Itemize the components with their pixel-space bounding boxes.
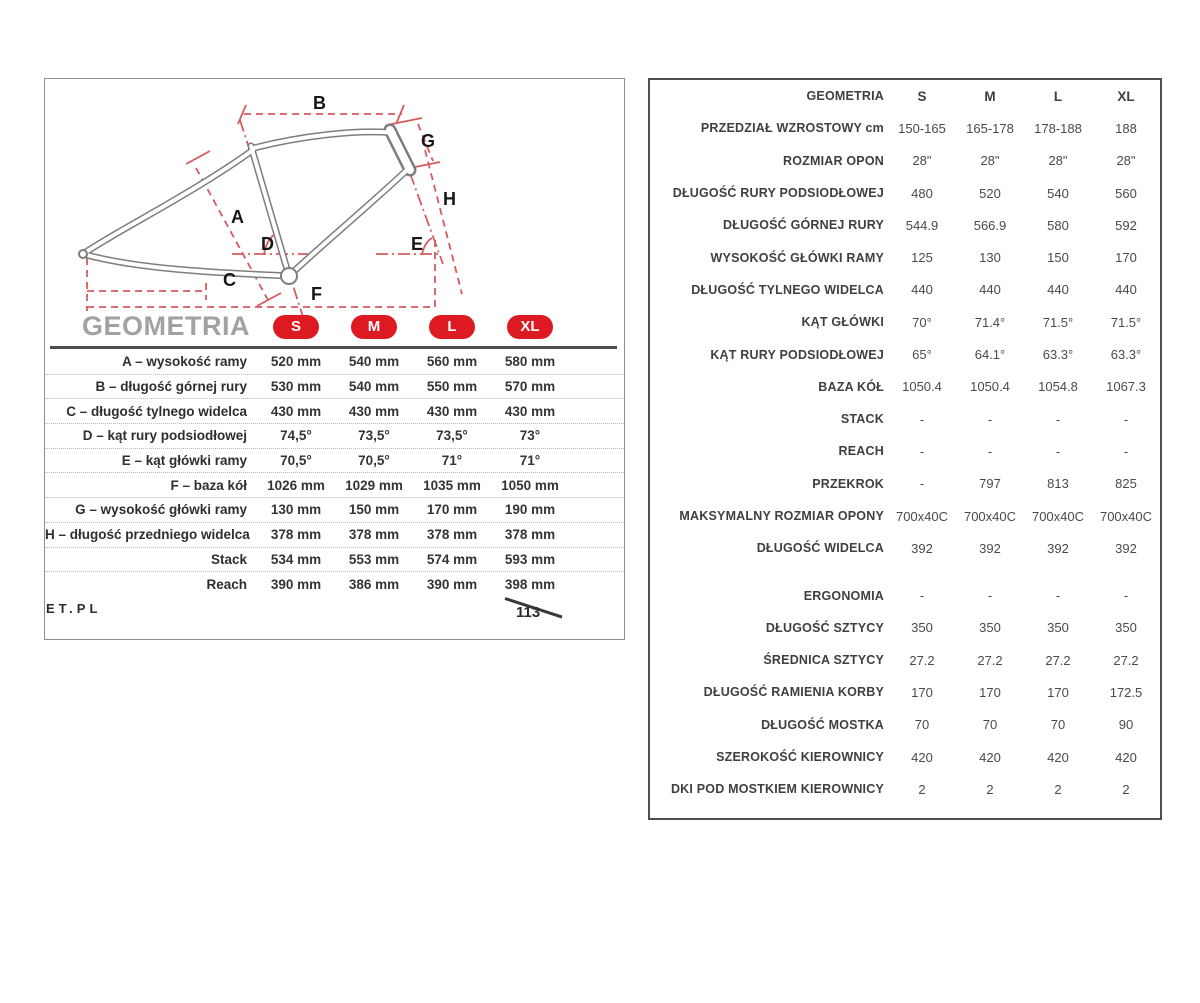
cell-value-l: 550 mm	[426, 379, 478, 395]
cell-value-xl: 825	[1115, 476, 1137, 492]
table-row	[650, 145, 1160, 177]
row-label: DŁUGOŚĆ WIDELCA	[756, 541, 884, 556]
row-label: KĄT GŁÓWKI	[801, 315, 884, 330]
cell-value-l: 700x40C	[1031, 508, 1085, 524]
dim-line-h	[425, 150, 462, 294]
page-number: 113	[516, 604, 541, 621]
cell-value-xl: -	[1123, 443, 1129, 459]
bottom-bracket	[281, 268, 297, 284]
cell-value-s: 2	[918, 781, 926, 797]
row-label: Stack	[210, 551, 247, 567]
cell-value-xl: 420	[1115, 749, 1137, 765]
row-label: B – długość górnej rury	[95, 379, 247, 395]
spec-table-ergonomics	[650, 579, 1160, 805]
cell-value-xl: 1050 mm	[501, 477, 559, 493]
cell-value-xl: 398 mm	[504, 577, 556, 593]
cell-value-xl: 440	[1115, 282, 1137, 298]
cell-value-s: 534 mm	[270, 551, 322, 567]
cell-value-xl: 378 mm	[504, 527, 556, 543]
left-geometry-panel	[44, 78, 625, 640]
angle-arc-e	[422, 238, 432, 254]
cell-value-xl: 700x40C	[1099, 508, 1153, 524]
cell-value-m: 73,5°	[358, 428, 390, 444]
cell-value-s: 130 mm	[270, 502, 322, 518]
cell-value-xl: 172.5	[1109, 684, 1143, 700]
table-row	[650, 306, 1160, 338]
cell-value-s: 70	[914, 717, 930, 733]
cell-value-s: 70,5°	[280, 453, 312, 469]
cell-value-m: 165-178	[966, 120, 1014, 136]
cell-value-xl: -	[1123, 411, 1129, 427]
cell-value-xl: 170	[1115, 250, 1137, 266]
cell-value-m: 28"	[980, 153, 1000, 169]
cell-value-l: 178-188	[1034, 120, 1082, 136]
cell-value-s: 170	[911, 684, 933, 700]
row-label: D – kąt rury podsiodłowej	[82, 428, 247, 444]
cell-value-s: 390 mm	[270, 577, 322, 593]
size-badge-xl: XL	[507, 315, 553, 339]
rear-dropout	[79, 250, 87, 258]
cell-value-m: 520	[979, 185, 1001, 201]
spec-header-m: M	[984, 88, 996, 104]
cell-value-l: 71°	[441, 453, 463, 469]
left-geometry-table	[45, 350, 624, 597]
cell-value-l: 440	[1047, 282, 1069, 298]
cell-value-xl: 2	[1122, 781, 1130, 797]
cell-value-m: 378 mm	[348, 527, 400, 543]
cell-value-xl: 570 mm	[504, 379, 556, 395]
row-label: STACK	[840, 412, 884, 427]
cell-value-s: -	[919, 476, 925, 492]
table-row	[650, 579, 1160, 611]
cell-value-xl: 190 mm	[504, 502, 556, 518]
spec-table-header	[650, 80, 1160, 112]
size-badge-m: M	[351, 315, 397, 339]
cell-value-xl: 392	[1115, 540, 1137, 556]
spec-header-label: GEOMETRIA	[806, 89, 884, 104]
cell-value-l: -	[1055, 443, 1061, 459]
table-row	[650, 741, 1160, 773]
cell-value-l: 813	[1047, 476, 1069, 492]
cell-value-m: 540 mm	[348, 379, 400, 395]
row-label: DŁUGOŚĆ RURY PODSIODŁOWEJ	[672, 186, 884, 201]
cell-value-l: 73,5°	[436, 428, 468, 444]
cell-value-xl: 71.5°	[1110, 314, 1142, 330]
spec-table-main	[650, 112, 1160, 564]
cell-value-l: 71.5°	[1042, 314, 1074, 330]
cell-value-l: 70	[1050, 717, 1066, 733]
table-row	[650, 532, 1160, 564]
size-badge-l: L	[429, 315, 475, 339]
cell-value-m: -	[987, 588, 993, 604]
cell-value-l: 2	[1054, 781, 1062, 797]
table-row	[45, 424, 624, 449]
table-row	[650, 612, 1160, 644]
frame-inner	[83, 132, 408, 276]
dim-tick	[186, 151, 210, 164]
cell-value-m: 170	[979, 684, 1001, 700]
cell-value-l: 27.2	[1045, 652, 1071, 668]
row-label: Reach	[206, 577, 247, 593]
cell-value-l: 28"	[1048, 153, 1068, 169]
table-row	[45, 473, 624, 498]
row-label: ŚREDNICA SZTYCY	[763, 653, 884, 668]
cell-value-l: 170	[1047, 684, 1069, 700]
row-label: DKI POD MOSTKIEM KIEROWNICY	[670, 782, 884, 797]
cell-value-l: 580	[1047, 217, 1069, 233]
cell-value-m: 2	[986, 781, 994, 797]
cell-value-m: 797	[979, 476, 1001, 492]
row-label: ERGONOMIA	[803, 588, 884, 603]
cell-value-s: 520 mm	[270, 354, 322, 370]
footer-site-text: ET.PL	[46, 601, 102, 616]
cell-value-s: 378 mm	[270, 527, 322, 543]
cell-value-m: 440	[979, 282, 1001, 298]
cell-value-xl: 350	[1115, 620, 1137, 636]
table-row	[45, 572, 624, 597]
cell-value-l: -	[1055, 411, 1061, 427]
table-row	[650, 403, 1160, 435]
row-label: DŁUGOŚĆ SZTYCY	[765, 620, 884, 635]
cell-value-s: 27.2	[909, 652, 935, 668]
cell-value-s: 70°	[912, 314, 932, 330]
row-label: E – kąt główki ramy	[121, 453, 247, 469]
row-label: F – baza kół	[170, 477, 247, 493]
cell-value-xl: 71°	[519, 453, 541, 469]
cell-value-s: 530 mm	[270, 379, 322, 395]
table-row	[650, 338, 1160, 370]
cell-value-m: 1029 mm	[345, 477, 403, 493]
cell-value-xl: 592	[1115, 217, 1137, 233]
cell-value-xl: 580 mm	[504, 354, 556, 370]
cell-value-xl: 1067.3	[1106, 379, 1146, 395]
row-label: REACH	[838, 444, 884, 459]
cell-value-s: 700x40C	[895, 508, 949, 524]
cell-value-s: 65°	[912, 347, 932, 363]
cell-value-xl: 28"	[1116, 153, 1136, 169]
cell-value-l: -	[1055, 588, 1061, 604]
cell-value-l: 392	[1047, 540, 1069, 556]
table-row	[650, 435, 1160, 467]
cell-value-m: 700x40C	[963, 508, 1017, 524]
cell-value-xl: 593 mm	[504, 551, 556, 567]
diagram-label-g: G	[421, 131, 436, 151]
section-gap	[650, 564, 1160, 579]
diagram-label-c: C	[223, 270, 236, 290]
dim-tick	[257, 293, 281, 306]
cell-value-l: 574 mm	[426, 551, 478, 567]
cell-value-l: 350	[1047, 620, 1069, 636]
cell-value-xl: 73°	[519, 428, 541, 444]
table-row	[650, 676, 1160, 708]
cell-value-s: 74,5°	[280, 428, 312, 444]
row-label: H – długość przedniego widelca	[45, 527, 250, 543]
row-label: DŁUGOŚĆ TYLNEGO WIDELCA	[691, 282, 884, 297]
cell-value-s: 420	[911, 749, 933, 765]
table-row	[650, 468, 1160, 500]
cell-value-m: 566.9	[973, 217, 1007, 233]
table-row	[45, 449, 624, 474]
table-row	[45, 375, 624, 400]
cell-value-m: 386 mm	[348, 577, 400, 593]
table-row	[650, 644, 1160, 676]
row-label: PRZEDZIAŁ WZROSTOWY cm	[700, 121, 884, 136]
cell-value-s: 125	[911, 250, 933, 266]
right-spec-panel	[648, 78, 1162, 820]
table-row	[45, 350, 624, 375]
cell-value-l: 63.3°	[1042, 347, 1074, 363]
cell-value-m: 392	[979, 540, 1001, 556]
cell-value-s: 1050.4	[902, 379, 942, 395]
cell-value-s: 544.9	[905, 217, 939, 233]
row-label: ROZMIAR OPON	[782, 153, 884, 168]
cell-value-m: 1050.4	[970, 379, 1010, 395]
cell-value-xl: 27.2	[1113, 652, 1139, 668]
table-row	[650, 274, 1160, 306]
cell-value-m: -	[987, 443, 993, 459]
row-label: G – wysokość główki ramy	[75, 502, 247, 518]
diagram-label-e: E	[411, 234, 424, 254]
row-label: SZEROKOŚĆ KIEROWNICY	[716, 750, 884, 765]
spec-header-s: S	[917, 88, 927, 104]
cell-value-s: 1026 mm	[267, 477, 325, 493]
cell-value-l: 420	[1047, 749, 1069, 765]
cell-value-m: 430 mm	[348, 403, 400, 419]
cell-value-l: 150	[1047, 250, 1069, 266]
cell-value-m: 27.2	[977, 652, 1003, 668]
cell-value-s: 440	[911, 282, 933, 298]
row-label: A – wysokość ramy	[122, 354, 247, 370]
cell-value-s: 392	[911, 540, 933, 556]
row-label: DŁUGOŚĆ MOSTKA	[761, 717, 884, 732]
cell-value-l: 378 mm	[426, 527, 478, 543]
cell-value-l: 540	[1047, 185, 1069, 201]
row-label: DŁUGOŚĆ GÓRNEJ RURY	[723, 218, 884, 233]
table-row	[650, 241, 1160, 273]
cell-value-xl: -	[1123, 588, 1129, 604]
cell-value-m: 150 mm	[348, 502, 400, 518]
row-label: C – długość tylnego widelca	[66, 403, 247, 419]
diagram-label-d: D	[261, 234, 274, 254]
cell-value-m: 70,5°	[358, 453, 390, 469]
cell-value-xl: 90	[1118, 717, 1134, 733]
left-table-header	[45, 311, 624, 342]
cell-value-m: 553 mm	[348, 551, 400, 567]
cell-value-l: 1054.8	[1038, 379, 1078, 395]
table-row	[45, 498, 624, 523]
row-label: PRZEKROK	[812, 476, 884, 491]
cell-value-xl: 560	[1115, 185, 1137, 201]
row-label: BAZA KÓŁ	[818, 379, 884, 394]
diagram-label-a: A	[231, 207, 244, 227]
diagram-label-h: H	[443, 189, 456, 209]
cell-value-xl: 430 mm	[504, 403, 556, 419]
header-divider	[50, 346, 617, 349]
cell-value-s: 430 mm	[270, 403, 322, 419]
cell-value-m: 130	[979, 250, 1001, 266]
table-row	[45, 548, 624, 573]
row-label: KĄT RURY PODSIODŁOWEJ	[710, 347, 884, 362]
bike-frame-diagram	[45, 87, 624, 322]
table-row	[650, 500, 1160, 532]
cell-value-l: 390 mm	[426, 577, 478, 593]
cell-value-s: 350	[911, 620, 933, 636]
row-label: MAKSYMALNY ROZMIAR OPONY	[679, 509, 884, 523]
spec-header-xl: XL	[1117, 88, 1135, 104]
row-label: DŁUGOŚĆ RAMIENIA KORBY	[703, 685, 884, 700]
cell-value-l: 560 mm	[426, 354, 478, 370]
cell-value-l: 430 mm	[426, 403, 478, 419]
table-row	[650, 112, 1160, 144]
spec-header-l: L	[1053, 88, 1063, 104]
cell-value-xl: 188	[1115, 120, 1137, 136]
cell-value-m: 70	[982, 717, 998, 733]
cell-value-m: 71.4°	[974, 314, 1006, 330]
cell-value-m: 420	[979, 749, 1001, 765]
table-row	[650, 177, 1160, 209]
table-row	[45, 399, 624, 424]
cell-value-m: -	[987, 411, 993, 427]
cell-value-xl: 63.3°	[1110, 347, 1142, 363]
table-row	[650, 371, 1160, 403]
table-row	[650, 209, 1160, 241]
cell-value-s: -	[919, 443, 925, 459]
row-label: WYSOKOŚĆ GŁÓWKI RAMY	[710, 250, 884, 265]
diagram-label-f: F	[311, 284, 322, 304]
table-row	[650, 709, 1160, 741]
diagram-label-b: B	[313, 93, 326, 113]
left-table-title: GEOMETRIA	[82, 311, 251, 341]
cell-value-m: 64.1°	[974, 347, 1006, 363]
cell-value-s: 28"	[912, 153, 932, 169]
table-row	[45, 523, 624, 548]
cell-value-l: 1035 mm	[423, 477, 481, 493]
table-row	[650, 773, 1160, 805]
size-badge-s: S	[273, 315, 319, 339]
cell-value-m: 350	[979, 620, 1001, 636]
cell-value-s: 480	[911, 185, 933, 201]
cell-value-s: -	[919, 411, 925, 427]
cell-value-s: -	[919, 588, 925, 604]
cell-value-l: 170 mm	[426, 502, 478, 518]
cell-value-s: 150-165	[898, 120, 946, 136]
cell-value-m: 540 mm	[348, 354, 400, 370]
